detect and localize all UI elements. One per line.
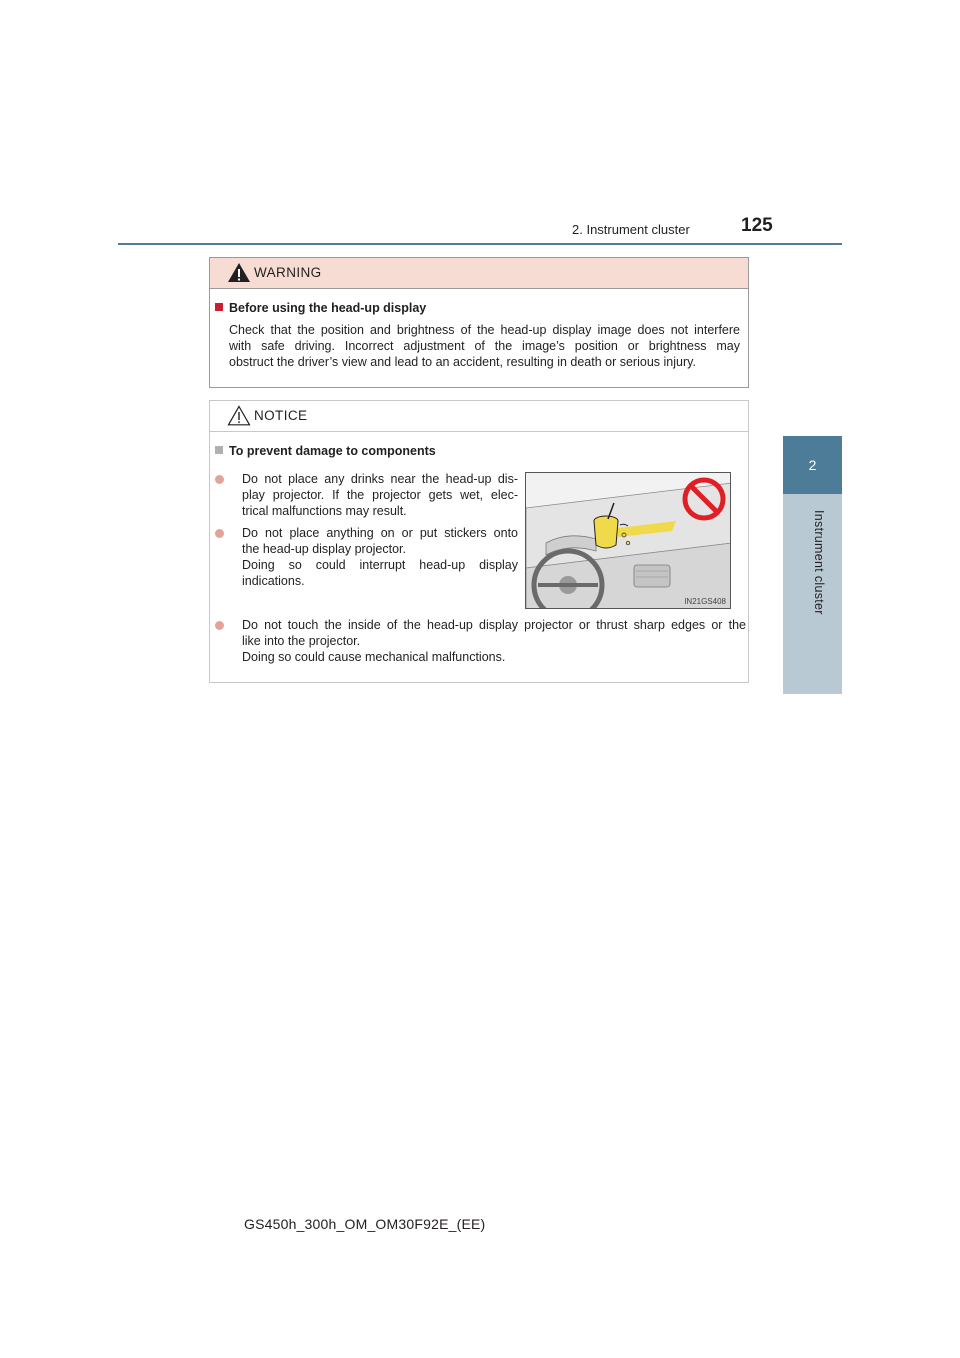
warning-triangle-icon — [227, 262, 251, 283]
document-code: GS450h_300h_OM_OM30F92E_(EE) — [244, 1216, 486, 1232]
header-rule — [118, 243, 842, 245]
caution-triangle-icon — [227, 405, 251, 426]
chapter-number: 2 — [808, 457, 817, 473]
bullet-dot-icon — [215, 621, 224, 630]
bullet-dot-icon — [215, 529, 224, 538]
warning-subheading: Before using the head-up display — [215, 301, 426, 315]
warning-title: WARNING — [254, 265, 322, 280]
notice-subheading: To prevent damage to components — [215, 444, 436, 458]
notice-title: NOTICE — [254, 408, 308, 423]
section-title: 2. Instrument cluster — [572, 222, 690, 237]
page-number: 125 — [741, 215, 773, 236]
drink-on-projector-illustration — [526, 473, 731, 609]
square-bullet-icon — [215, 446, 223, 454]
warning-box — [209, 257, 749, 388]
chapter-label: Instrument cluster — [812, 510, 826, 615]
warning-header — [210, 258, 748, 289]
chapter-tab[interactable] — [783, 436, 842, 494]
figure-code: IN21GS408 — [684, 597, 726, 606]
warning-text: Check that the position and brightness of the head-up display image does not interfere with safe driving. Incorrect adjustment of the image’s position or brightness may obstruct the driver’s view and lead to an accident, resulting in death or serious injury. — [229, 323, 740, 369]
notice-box: NOTICE To prevent damage to components Do not place any drinks near the head-up dis- play projector. If the projector gets wet, elec- trical malfunctions may result. Do not place anything on or put stickers onto the head-up display projector. Doing so could interrupt head-up display indications. Do not touch the inside of the head-up display projector or thrust sharp edges or the like into the projector. Doing so could cause mechanical malfunctions. — [209, 400, 749, 683]
notice-header — [210, 401, 748, 432]
dashboard-illustration — [525, 472, 731, 609]
square-bullet-icon — [215, 303, 223, 311]
bullet-dot-icon — [215, 475, 224, 484]
